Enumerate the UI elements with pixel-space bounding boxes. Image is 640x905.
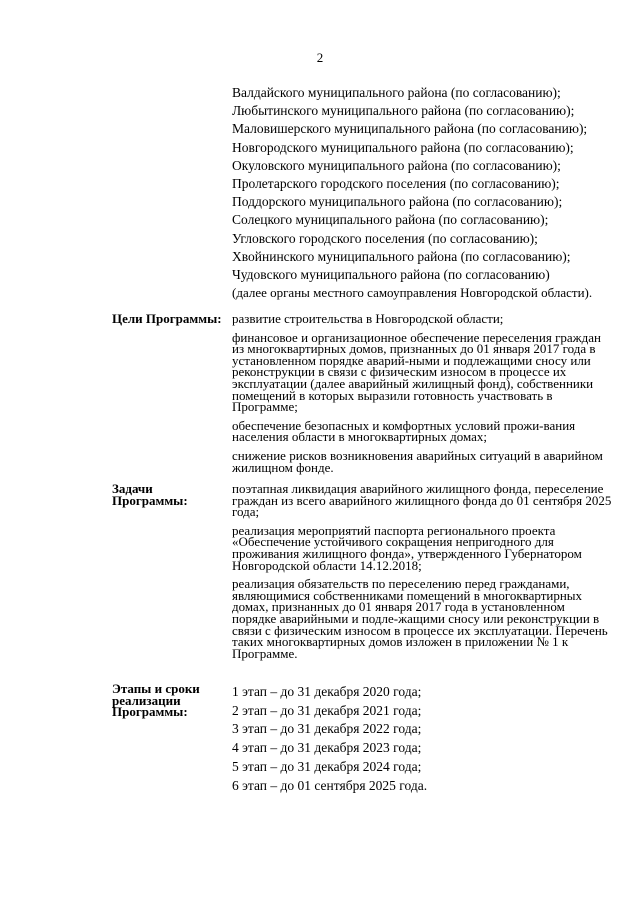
list-item: Поддорского муниципального района (по согласованию); <box>232 194 563 210</box>
stage-item: 4 этап – до 31 декабря 2023 года; <box>232 740 422 756</box>
list-item: Любытинского муниципального района (по согласованию); <box>232 103 575 119</box>
goal-item: обеспечение безопасных и комфортных условий прожи-вания населения области в многоквартирных домах; <box>232 417 576 445</box>
page-number: 2 <box>316 50 324 65</box>
list-item: Валдайского муниципального района (по согласованию); <box>232 85 561 100</box>
stage-item: 3 этап – до 31 декабря 2022 года; <box>232 721 422 737</box>
tasks-content <box>232 483 612 666</box>
stages-label: Этапы и сроки реализации Программы: <box>112 681 200 719</box>
list-item-last: (далее органы местного самоуправления Новгородской области). <box>232 285 593 301</box>
goals-label: Цели Программы: <box>112 311 222 326</box>
stage-item: 5 этап – до 31 декабря 2024 года; <box>232 758 422 774</box>
goal-item: развитие строительства в Новгородской области; <box>232 311 504 326</box>
list-item: Новгородского муниципального района (по согласованию); <box>232 139 574 155</box>
tasks-label: Задачи Программы: <box>112 481 188 508</box>
list-item: Окуловского муниципального района (по согласованию); <box>232 157 561 173</box>
task-item: реализация обязательств по переселению перед гражданами, являющимися собственниками помещений в многоквартирных домах, признанных до 01 января 2017 года в установленном порядке аварийными и подле-жащими сносу или реконструкции в связи с физическим износом в процессе их эксплуатации. Перечень таких многоквартирных домов изложен в приложении № 1 к Программе. <box>232 576 608 661</box>
list-item: Хвойнинского муниципального района (по согласованию); <box>232 248 571 264</box>
list-item: Маловишерского муниципального района (по согласованию); <box>232 121 588 137</box>
list-item: Чудовского муниципального района (по согласованию) <box>232 267 550 283</box>
task-item: поэтапная ликвидация аварийного жилищного фонда, переселение граждан из всего аварийного жилищного фонда до 01 сентября 2025 года; <box>232 481 612 520</box>
stage-item: 6 этап – до 01 сентября 2025 года. <box>232 777 428 793</box>
municipalities-list <box>232 84 612 299</box>
stage-item: 2 этап – до 31 декабря 2021 года; <box>232 702 422 718</box>
goal-item: финансовое и организационное обеспечение переселения граждан из многоквартирных домов, признанных до 01 января 2017 года в установленном порядке аварий-ными и подлежащими сносу или реконструкции в связи с физическим износом в процессе их эксплуатации (далее аварийный жилищный фонд), собственники помещений в которых выразили готовность участвовать в Программе; <box>232 329 601 415</box>
stages-content <box>232 683 612 795</box>
goal-item: снижение рисков возникновения аварийных ситуаций в аварийном жилищном фонде. <box>232 447 603 475</box>
goals-content <box>232 313 612 480</box>
stage-item: 1 этап – до 31 декабря 2020 года; <box>232 684 422 699</box>
task-item: реализация мероприятий паспорта регионального проекта «Обеспечение устойчивого сокращения непригодного для проживания жилищного фонда», утвержденного Губернатором Новгородской области 14.12.2018; <box>232 522 582 573</box>
list-item: Угловского городского поселения (по согласованию); <box>232 230 538 246</box>
list-item: Солецкого муниципального района (по согласованию); <box>232 212 549 228</box>
list-item: Пролетарского городского поселения (по согласованию); <box>232 176 560 192</box>
